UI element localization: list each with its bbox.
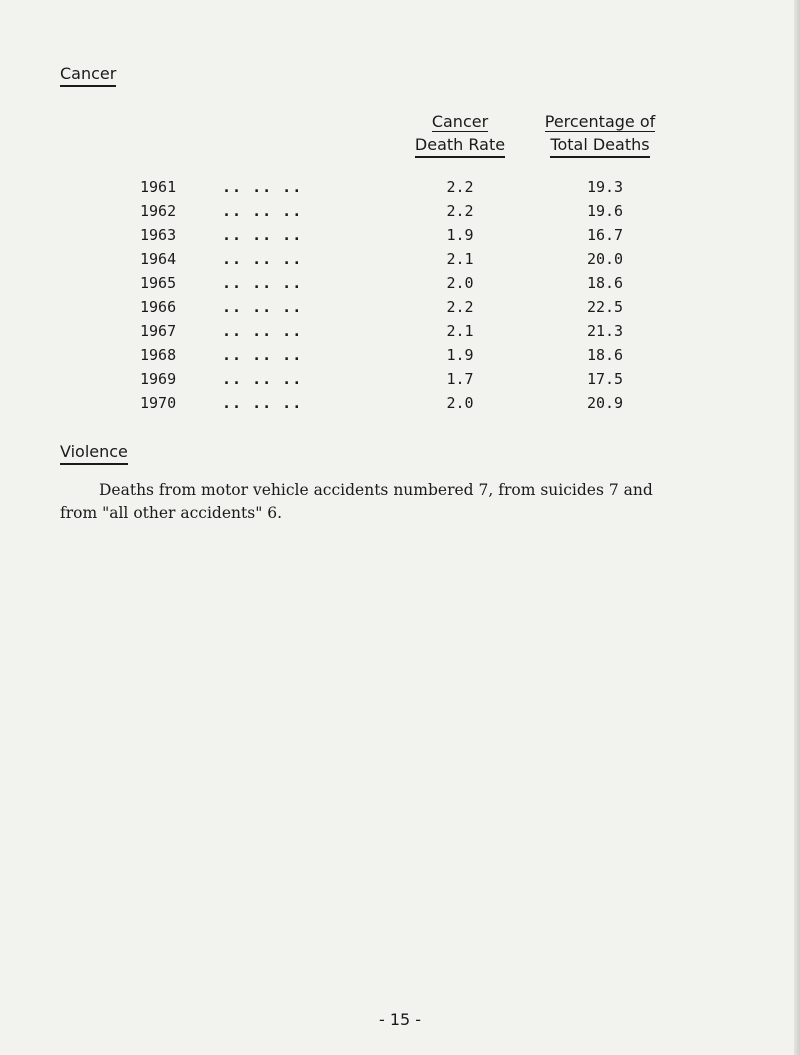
column-header-line: Total Deaths (550, 135, 649, 158)
death-rate-cell: 2.0 (446, 274, 474, 292)
cancer-section-heading: Cancer (60, 64, 116, 87)
death-rate-cell: 2.2 (446, 202, 474, 220)
leader-dots: .. .. .. (222, 394, 303, 412)
paragraph-line: from "all other accidents" 6. (60, 504, 283, 522)
page-number: - 15 - (378, 1010, 422, 1029)
leader-dots: .. .. .. (222, 370, 303, 388)
death-rate-cell: 2.1 (446, 322, 474, 340)
table-row (0, 369, 800, 389)
percentage-cell: 20.0 (586, 250, 624, 268)
table-row (0, 345, 800, 365)
percentage-total-deaths-column-header (520, 112, 680, 158)
violence-paragraph (60, 479, 720, 525)
leader-dots: .. .. .. (222, 298, 303, 316)
table-row (0, 393, 800, 413)
year-cell: 1964 (140, 250, 177, 268)
year-cell: 1966 (140, 298, 177, 316)
table-row (0, 225, 800, 245)
year-cell: 1965 (140, 274, 177, 292)
percentage-cell: 18.6 (586, 346, 624, 364)
table-row (0, 177, 800, 197)
column-header-line: Cancer (431, 112, 489, 131)
year-cell: 1961 (140, 178, 177, 196)
death-rate-cell: 1.9 (446, 226, 474, 244)
table-row (0, 201, 800, 221)
death-rate-cell: 2.0 (446, 394, 474, 412)
percentage-cell: 19.6 (586, 202, 624, 220)
cancer-death-rate-column-header (400, 112, 520, 158)
leader-dots: .. .. .. (222, 346, 303, 364)
percentage-cell: 22.5 (586, 298, 624, 316)
column-header-line: Death Rate (415, 135, 505, 158)
column-header-line: Percentage of (544, 112, 656, 131)
page-edge (794, 0, 800, 1055)
percentage-cell: 18.6 (586, 274, 624, 292)
death-rate-cell: 1.7 (446, 370, 474, 388)
percentage-cell: 16.7 (586, 226, 624, 244)
year-cell: 1969 (140, 370, 177, 388)
death-rate-cell: 2.1 (446, 250, 474, 268)
leader-dots: .. .. .. (222, 322, 303, 340)
table-row (0, 249, 800, 269)
percentage-cell: 19.3 (586, 178, 624, 196)
table-row (0, 321, 800, 341)
death-rate-cell: 2.2 (446, 178, 474, 196)
violence-section-heading: Violence (60, 442, 128, 465)
leader-dots: .. .. .. (222, 178, 303, 196)
table-row (0, 273, 800, 293)
percentage-cell: 21.3 (586, 322, 624, 340)
leader-dots: .. .. .. (222, 202, 303, 220)
year-cell: 1962 (140, 202, 177, 220)
year-cell: 1967 (140, 322, 177, 340)
leader-dots: .. .. .. (222, 274, 303, 292)
paragraph-line: Deaths from motor vehicle accidents numbered 7, from suicides 7 and (99, 481, 653, 499)
year-cell: 1970 (140, 394, 177, 412)
percentage-cell: 20.9 (586, 394, 624, 412)
death-rate-cell: 2.2 (446, 298, 474, 316)
table-row (0, 297, 800, 317)
death-rate-cell: 1.9 (446, 346, 474, 364)
year-cell: 1968 (140, 346, 177, 364)
leader-dots: .. .. .. (222, 250, 303, 268)
leader-dots: .. .. .. (222, 226, 303, 244)
percentage-cell: 17.5 (586, 370, 624, 388)
year-cell: 1963 (140, 226, 177, 244)
